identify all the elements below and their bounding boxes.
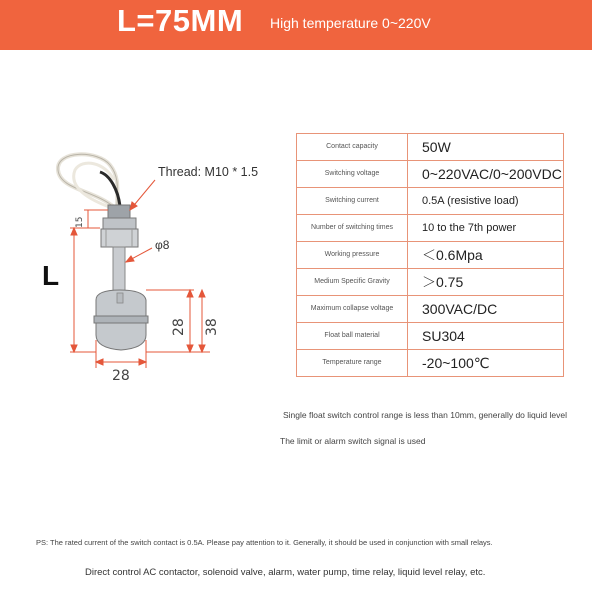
- thread-section: [103, 218, 136, 229]
- length-label: L: [42, 260, 60, 291]
- spec-row: [297, 242, 564, 269]
- ps-note: PS: The rated current of the switch contact is 0.5A. Please pay attention to it. Generally, it should be used in conjunction with small relays.: [36, 538, 493, 547]
- thread-label: Thread: M10 * 1.5: [158, 165, 259, 179]
- spec-label: Medium Specific Gravity: [297, 269, 408, 296]
- note-switch-signal: The limit or alarm switch signal is used: [280, 436, 426, 446]
- spec-row: [297, 188, 564, 215]
- spec-value: 300VAC/DC: [408, 296, 564, 323]
- header-subtitle: High temperature 0~220V: [270, 15, 431, 31]
- spec-label: Working pressure: [297, 242, 408, 269]
- spec-row: [297, 161, 564, 188]
- spec-label: Maximum collapse voltage: [297, 296, 408, 323]
- spec-label: Switching current: [297, 188, 408, 215]
- spec-value: -20~100℃: [408, 350, 564, 377]
- spec-value: SU304: [408, 323, 564, 350]
- direct-control-note: Direct control AC contactor, solenoid valve, alarm, water pump, time relay, liquid level relay, etc.: [85, 567, 486, 578]
- spec-value: 0~220VAC/0~200VDC: [408, 161, 564, 188]
- note-control-range: Single float switch control range is less than 10mm, generally do liquid level: [283, 410, 567, 420]
- spec-label: Number of switching times: [297, 215, 408, 242]
- cable-gland: [108, 205, 130, 219]
- spec-table: [296, 133, 564, 377]
- spec-row: [297, 350, 564, 377]
- spec-value: 10 to the 7th power: [408, 215, 564, 242]
- spec-label: Temperature range: [297, 350, 408, 377]
- stem: [113, 247, 125, 293]
- spec-row: [297, 269, 564, 296]
- spec-row: [297, 134, 564, 161]
- dim-28-horizontal: 28: [112, 368, 130, 384]
- spec-label: Contact capacity: [297, 134, 408, 161]
- spec-value: 0.5A (resistive load): [408, 188, 564, 215]
- spec-row: [297, 215, 564, 242]
- spec-row: [297, 323, 564, 350]
- spec-row: [297, 296, 564, 323]
- spec-value: 50W: [408, 134, 564, 161]
- length-title: L=75MM: [117, 3, 244, 38]
- spec-value: ＞0.75: [408, 269, 564, 296]
- spec-label: Switching voltage: [297, 161, 408, 188]
- dim-15: 15: [75, 216, 85, 228]
- float-ring: [94, 316, 148, 323]
- dim-28-vertical: 28: [171, 318, 187, 336]
- dim-38-vertical: 38: [204, 318, 220, 336]
- spec-value: ＜0.6Mpa: [408, 242, 564, 269]
- diameter-label: φ8: [155, 238, 170, 252]
- spec-label: Float ball material: [297, 323, 408, 350]
